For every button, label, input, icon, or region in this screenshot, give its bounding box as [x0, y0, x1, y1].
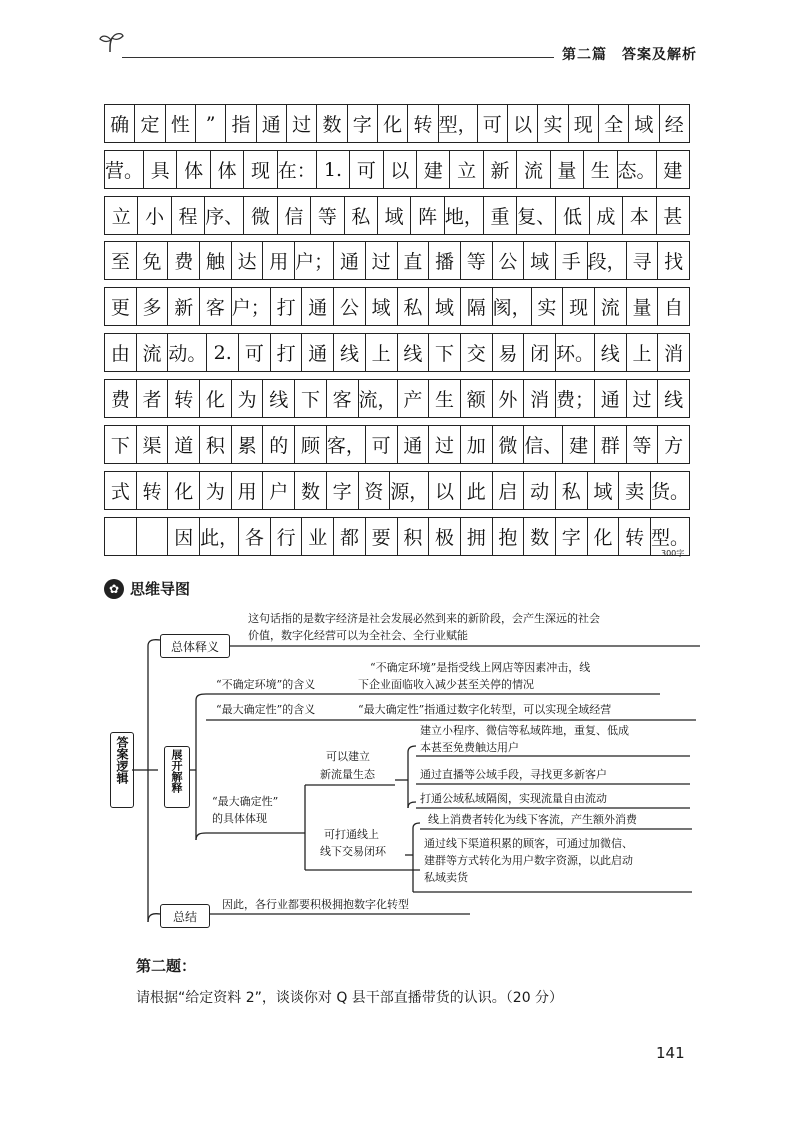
grid-cell: 可 — [478, 105, 508, 142]
grid-cell: 转 — [408, 105, 438, 142]
grid-cell: 消 — [664, 343, 684, 365]
traffic-item-2: 通过直播等公域手段，寻找更多新客户 — [420, 768, 607, 781]
grid-cell: 过 — [366, 242, 398, 279]
question-text: 请根据“给定资料 2”，谈谈你对 Q 县干部直播带货的认识。（20 分） — [136, 990, 564, 1006]
grid-cell: 费 — [168, 242, 200, 279]
grid-cell: 重 — [484, 197, 517, 234]
grid-cell: 过 — [429, 426, 461, 463]
grid-cell: 流， — [359, 380, 398, 417]
grid-cell: 极 — [429, 518, 461, 555]
summary-node: 总结 — [160, 904, 210, 928]
grid-cell: 消 — [524, 380, 556, 417]
flower-badge-icon: ✿ — [104, 579, 124, 599]
grid-cell: ” — [196, 105, 226, 142]
grid-cell: 货。 — [651, 481, 690, 503]
grid-cell: 型。 — [651, 527, 690, 549]
grid-cell: 寻 — [627, 242, 659, 279]
grid-cell: 下 — [295, 380, 327, 417]
grid-cell: 域 — [378, 197, 411, 234]
grid-cell: 渠 — [137, 426, 169, 463]
grid-cell: 等 — [311, 197, 344, 234]
grid-cell: 此 — [461, 472, 493, 509]
grid-cell: 播 — [429, 242, 461, 279]
grid-cell: 动。 — [168, 334, 207, 371]
grid-cell: 流 — [517, 151, 550, 188]
grid-cell: 新 — [168, 288, 200, 325]
traffic-item-1-line-2: 本甚至免费触达用户 — [420, 741, 519, 754]
grid-cell: 2. — [207, 334, 239, 371]
loop-item-2-line-3: 私域卖货 — [424, 871, 468, 884]
grid-cell: 线 — [398, 334, 430, 371]
grid-cell: 因 — [168, 518, 200, 555]
grid-cell: 体 — [177, 151, 210, 188]
grid-cell: 可 — [239, 334, 271, 371]
grid-cell: 环。 — [556, 334, 595, 371]
grid-cell: 化 — [588, 518, 620, 555]
grid-cell: 此， — [200, 518, 239, 555]
mindmap-title: 思维导图 — [130, 580, 191, 598]
traffic-item-3: 打通公域私域隔阂，实现流量自由流动 — [420, 792, 607, 805]
grid-cell: 新 — [484, 151, 517, 188]
traffic-item-1-line-1: 建立小程序、微信等私域阵地，重复、低成 — [420, 724, 629, 737]
grid-cell: 线 — [595, 334, 627, 371]
grid-cell: 阵 — [411, 197, 444, 234]
grid-cell: 经 — [664, 114, 684, 136]
grid-cell: 化 — [378, 105, 408, 142]
grid-cell: 源， — [390, 472, 429, 509]
grid-cell: 自 — [664, 297, 684, 319]
certainty-text: “最大确定性”指通过数字化转型，可以实现全域经营 — [358, 703, 612, 716]
loop-label-line-1: 可打通线上 — [324, 828, 379, 841]
grid-cell: 生 — [584, 151, 617, 188]
embodiment-label-line-2: 的具体体现 — [212, 812, 267, 825]
grid-cell: 本 — [623, 197, 656, 234]
grid-cell: 以 — [508, 105, 538, 142]
grid-cell: 立 — [105, 197, 138, 234]
grid-cell: 生 — [429, 380, 461, 417]
grid-cell: 以 — [429, 472, 461, 509]
grid-cell: 用 — [263, 242, 295, 279]
grid-cell: 字 — [327, 472, 359, 509]
grid-cell: 量 — [551, 151, 584, 188]
grid-cell: 至 — [105, 242, 137, 279]
grid-cell: 过 — [627, 380, 659, 417]
word-count: 300字 — [661, 549, 685, 558]
grid-cell: 地， — [445, 197, 484, 234]
grid-cell: 现 — [563, 288, 595, 325]
grid-cell: 用 — [232, 472, 264, 509]
grid-cell: 客 — [200, 288, 232, 325]
grid-cell: 卖 — [619, 472, 651, 509]
grid-cell: 私 — [556, 472, 588, 509]
grid-cell: 私 — [345, 197, 378, 234]
grid-cell: 性 — [166, 105, 196, 142]
grid-cell: 线 — [334, 334, 366, 371]
grid-cell: 各 — [239, 518, 271, 555]
grid-cell: 等 — [627, 426, 659, 463]
grid-cell: 行 — [271, 518, 303, 555]
grid-cell: 流 — [595, 288, 627, 325]
grid-cell: 户； — [295, 242, 334, 279]
grid-cell: 域 — [629, 105, 659, 142]
overall-text-line-2: 价值，数字化经营可以为全社会、全行业赋能 — [248, 629, 468, 642]
summary-text: 因此，各行业都要积极拥抱数字化转型 — [222, 898, 409, 911]
grid-cell: 成 — [590, 197, 623, 234]
grid-cell: 通 — [257, 105, 287, 142]
page-number: 141 — [656, 1044, 685, 1062]
grid-cell: 直 — [398, 242, 430, 279]
grid-cell: 域 — [366, 288, 398, 325]
grid-cell: 通 — [334, 242, 366, 279]
grid-cell: 转 — [137, 472, 169, 509]
uncertain-label: “不确定环境”的含义 — [216, 678, 316, 691]
grid-cell: 打 — [271, 334, 303, 371]
grid-cell: 量 — [627, 288, 659, 325]
grid-cell: 闭 — [524, 334, 556, 371]
grid-cell: 为 — [200, 472, 232, 509]
grid-cell: 可 — [350, 151, 383, 188]
uncertain-text-line-1: “不确定环境”是指受线上网店等因素冲击，线 — [370, 661, 591, 674]
grid-cell: 建 — [417, 151, 450, 188]
grid-cell: 客， — [327, 426, 366, 463]
grid-cell: 在： — [278, 151, 317, 188]
grid-cell: 1. — [317, 151, 350, 188]
traffic-label-line-1: 可以建立 — [326, 750, 370, 763]
grid-cell: 积 — [200, 426, 232, 463]
grid-cell: 域 — [588, 472, 620, 509]
overall-node: 总体释义 — [160, 634, 230, 658]
grid-cell: 免 — [137, 242, 169, 279]
grid-cell: 下 — [429, 334, 461, 371]
grid-cell: 转 — [168, 380, 200, 417]
grid-cell: 找 — [664, 251, 684, 273]
grid-cell: 段， — [588, 242, 627, 279]
grid-cell: 线 — [263, 380, 295, 417]
grid-cell: 为 — [232, 380, 264, 417]
grid-cell: 启 — [493, 472, 525, 509]
grid-cell: 客 — [327, 380, 359, 417]
grid-cell: 甚 — [663, 206, 683, 228]
grid-cell: 户； — [232, 288, 271, 325]
grid-cell: 的 — [263, 426, 295, 463]
embodiment-label-line-1: “最大确定性” — [212, 795, 279, 808]
question-title: 第二题： — [136, 957, 197, 975]
grid-cell: 域 — [524, 242, 556, 279]
grid-cell: 上 — [627, 334, 659, 371]
grid-cell: 通 — [595, 380, 627, 417]
grid-cell: 多 — [137, 288, 169, 325]
grid-cell: 实 — [532, 288, 564, 325]
grid-cell: 微 — [244, 197, 277, 234]
grid-cell: 现 — [569, 105, 599, 142]
grid-cell: 手 — [556, 242, 588, 279]
grid-cell: 实 — [538, 105, 568, 142]
grid-cell: 流 — [137, 334, 169, 371]
grid-cell: 私 — [398, 288, 430, 325]
grid-cell: 型， — [439, 105, 478, 142]
grid-cell: 微 — [493, 426, 525, 463]
grid-cell: 信 — [278, 197, 311, 234]
grid-cell: 域 — [429, 288, 461, 325]
grid-cell: 由 — [105, 334, 137, 371]
grid-cell: 体 — [211, 151, 244, 188]
grid-cell: 指 — [226, 105, 256, 142]
grid-cell: 字 — [348, 105, 378, 142]
grid-cell: 资 — [359, 472, 391, 509]
section-title: 第二篇 答案及解析 — [562, 47, 697, 63]
grid-cell: 数 — [524, 518, 556, 555]
grid-cell: 建 — [663, 160, 683, 182]
expand-node: 展开解释 — [164, 746, 190, 808]
loop-item-2-line-1: 通过线下渠道积累的顾客，可通过加微信、 — [424, 837, 633, 850]
grid-cell: 道 — [168, 426, 200, 463]
grid-cell: 线 — [664, 389, 684, 411]
grid-cell: 交 — [461, 334, 493, 371]
grid-cell: 信、 — [524, 426, 563, 463]
grid-cell: 要 — [366, 518, 398, 555]
certainty-label: “最大确定性”的含义 — [216, 703, 316, 716]
grid-cell: 全 — [599, 105, 629, 142]
grid-cell: 户 — [263, 472, 295, 509]
grid-cell: 营。 — [105, 151, 144, 188]
grid-cell: 群 — [595, 426, 627, 463]
grid-cell: 上 — [366, 334, 398, 371]
grid-cell: 加 — [461, 426, 493, 463]
grid-cell: 易 — [493, 334, 525, 371]
grid-cell: 等 — [461, 242, 493, 279]
grid-cell: 隔 — [461, 288, 493, 325]
grid-cell: 公 — [334, 288, 366, 325]
grid-cell: 积 — [398, 518, 430, 555]
grid-cell: 化 — [168, 472, 200, 509]
grid-cell: 通 — [302, 288, 334, 325]
root-node: 答案逻辑 — [110, 732, 134, 808]
grid-cell: 以 — [384, 151, 417, 188]
loop-item-2-line-2: 建群等方式转化为用户数字资源，以此启动 — [424, 854, 633, 867]
loop-item-1: 线上消费者转化为线下客流，产生额外消费 — [428, 813, 637, 826]
traffic-label-line-2: 新流量生态 — [320, 768, 375, 781]
grid-cell: 抱 — [493, 518, 525, 555]
grid-cell: 触 — [200, 242, 232, 279]
grid-cell: 公 — [493, 242, 525, 279]
grid-cell: 过 — [287, 105, 317, 142]
grid-cell: 通 — [398, 426, 430, 463]
grid-cell: 产 — [398, 380, 430, 417]
grid-cell: 费 — [105, 380, 137, 417]
grid-cell: 确 — [105, 105, 135, 142]
grid-cell: 通 — [302, 334, 334, 371]
grid-cell: 序、 — [205, 197, 244, 234]
grid-cell: 顾 — [295, 426, 327, 463]
grid-cell: 低 — [556, 197, 589, 234]
uncertain-text-line-2: 下企业面临收入减少甚至关停的情况 — [358, 678, 534, 691]
grid-cell: 立 — [450, 151, 483, 188]
grid-cell: 拥 — [461, 518, 493, 555]
loop-label-line-2: 线下交易闭环 — [320, 845, 386, 858]
grid-cell: 方 — [664, 435, 684, 457]
grid-cell: 式 — [105, 472, 137, 509]
grid-cell: 数 — [295, 472, 327, 509]
grid-cell: 累 — [232, 426, 264, 463]
grid-cell: 外 — [493, 380, 525, 417]
grid-cell: 可 — [366, 426, 398, 463]
grid-cell: 现 — [244, 151, 277, 188]
overall-text-line-1: 这句话指的是数字经济是社会发展必然到来的新阶段，会产生深远的社会 — [248, 612, 600, 625]
grid-cell: 动 — [524, 472, 556, 509]
grid-cell: 程 — [172, 197, 205, 234]
grid-cell: 费； — [556, 380, 595, 417]
grid-cell: 更 — [105, 288, 137, 325]
grid-cell: 业 — [302, 518, 334, 555]
grid-cell: 下 — [105, 426, 137, 463]
grid-cell: 小 — [138, 197, 171, 234]
grid-cell: 化 — [200, 380, 232, 417]
grid-cell: 阂， — [493, 288, 532, 325]
grid-cell: 都 — [334, 518, 366, 555]
grid-cell: 额 — [461, 380, 493, 417]
grid-cell: 建 — [563, 426, 595, 463]
grid-cell: 转 — [619, 518, 651, 555]
grid-cell: 达 — [232, 242, 264, 279]
grid-cell: 复、 — [517, 197, 556, 234]
grid-cell: 态。 — [618, 151, 657, 188]
grid-cell: 具 — [144, 151, 177, 188]
grid-cell: 者 — [137, 380, 169, 417]
grid-cell: 数 — [317, 105, 347, 142]
grid-cell: 打 — [271, 288, 303, 325]
grid-cell: 字 — [556, 518, 588, 555]
grid-cell: 定 — [135, 105, 165, 142]
